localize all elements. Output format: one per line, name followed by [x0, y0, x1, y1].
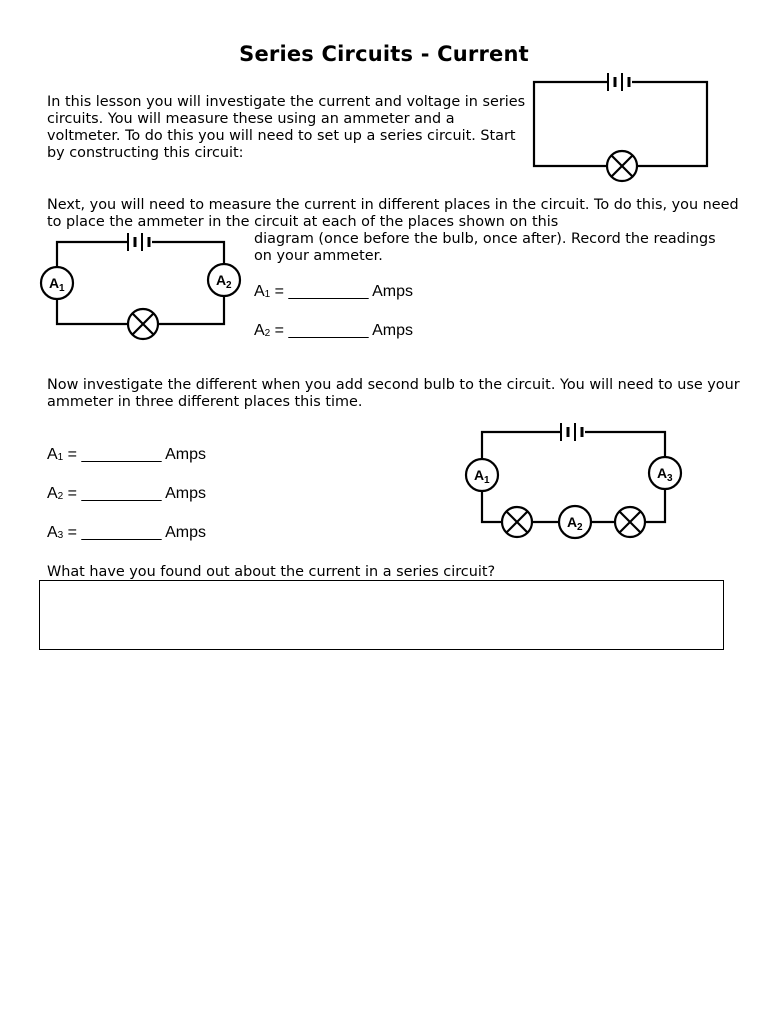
ammeter-a1-icon	[41, 267, 73, 299]
battery-icon	[128, 233, 149, 251]
bulb-1-icon	[502, 507, 532, 537]
part2-instruction: Now investigate the different when you add second bulb to the circuit. You will need to use your ammeter in three different places this time.	[47, 377, 740, 410]
circuit-diagram-2	[35, 228, 245, 346]
ammeter-a1-sub: 1	[484, 475, 490, 486]
answer-box[interactable]	[39, 580, 724, 650]
ammeter-a1-sub: 1	[59, 283, 65, 294]
page-title: Series Circuits - Current	[239, 42, 529, 66]
ammeter-a3-letter: A	[657, 465, 668, 481]
ammeter-a3-sub: 3	[667, 473, 673, 484]
ammeter-a2-letter: A	[567, 514, 578, 530]
bulb-icon	[607, 151, 637, 181]
battery-icon	[561, 423, 582, 441]
ammeter-a2-icon	[559, 506, 591, 538]
part2-reading-a1: $A_1$ = _________ Amps	[47, 446, 207, 463]
ammeter-a1-icon	[466, 459, 498, 491]
part1-reading-a2: $A_2$ = _________ Amps	[254, 322, 414, 339]
battery-icon	[608, 73, 629, 91]
question-text: What have you found out about the current in a series circuit?	[47, 564, 496, 580]
intro-paragraph: In this lesson you will investigate the current and voltage in series circuits. You will measure these using an ammeter and a voltmeter. To do this you will need to set up a series circuit. Start by constructing this circuit:	[47, 94, 526, 161]
ammeter-a2-letter: A	[216, 272, 227, 288]
ammeter-a2-icon	[208, 264, 240, 296]
ammeter-a2-sub: 2	[226, 280, 232, 291]
ammeter-a3-icon	[649, 457, 681, 489]
ammeter-a1-letter: A	[474, 467, 485, 483]
part2-reading-a3: $A_3$ = _________ Amps	[47, 524, 207, 541]
circuit-diagram-3	[455, 418, 695, 544]
ammeter-a1-letter: A	[49, 275, 60, 291]
part2-reading-a2: $A_2$ = _________ Amps	[47, 485, 207, 502]
part1-instruction-line2: diagram (once before the bulb, once after). Record the readings on your ammeter.	[254, 231, 716, 264]
bulb-icon	[128, 309, 158, 339]
ammeter-a2-sub: 2	[577, 522, 583, 533]
circuit-diagram-1	[525, 64, 715, 188]
bulb-2-icon	[615, 507, 645, 537]
part1-instruction-line1: Next, you will need to measure the current in different places in the circuit. To do this, you need to place the ammeter in the circuit at each of the places shown on this	[47, 197, 739, 230]
part1-reading-a1: $A_1$ = _________ Amps	[254, 283, 414, 300]
